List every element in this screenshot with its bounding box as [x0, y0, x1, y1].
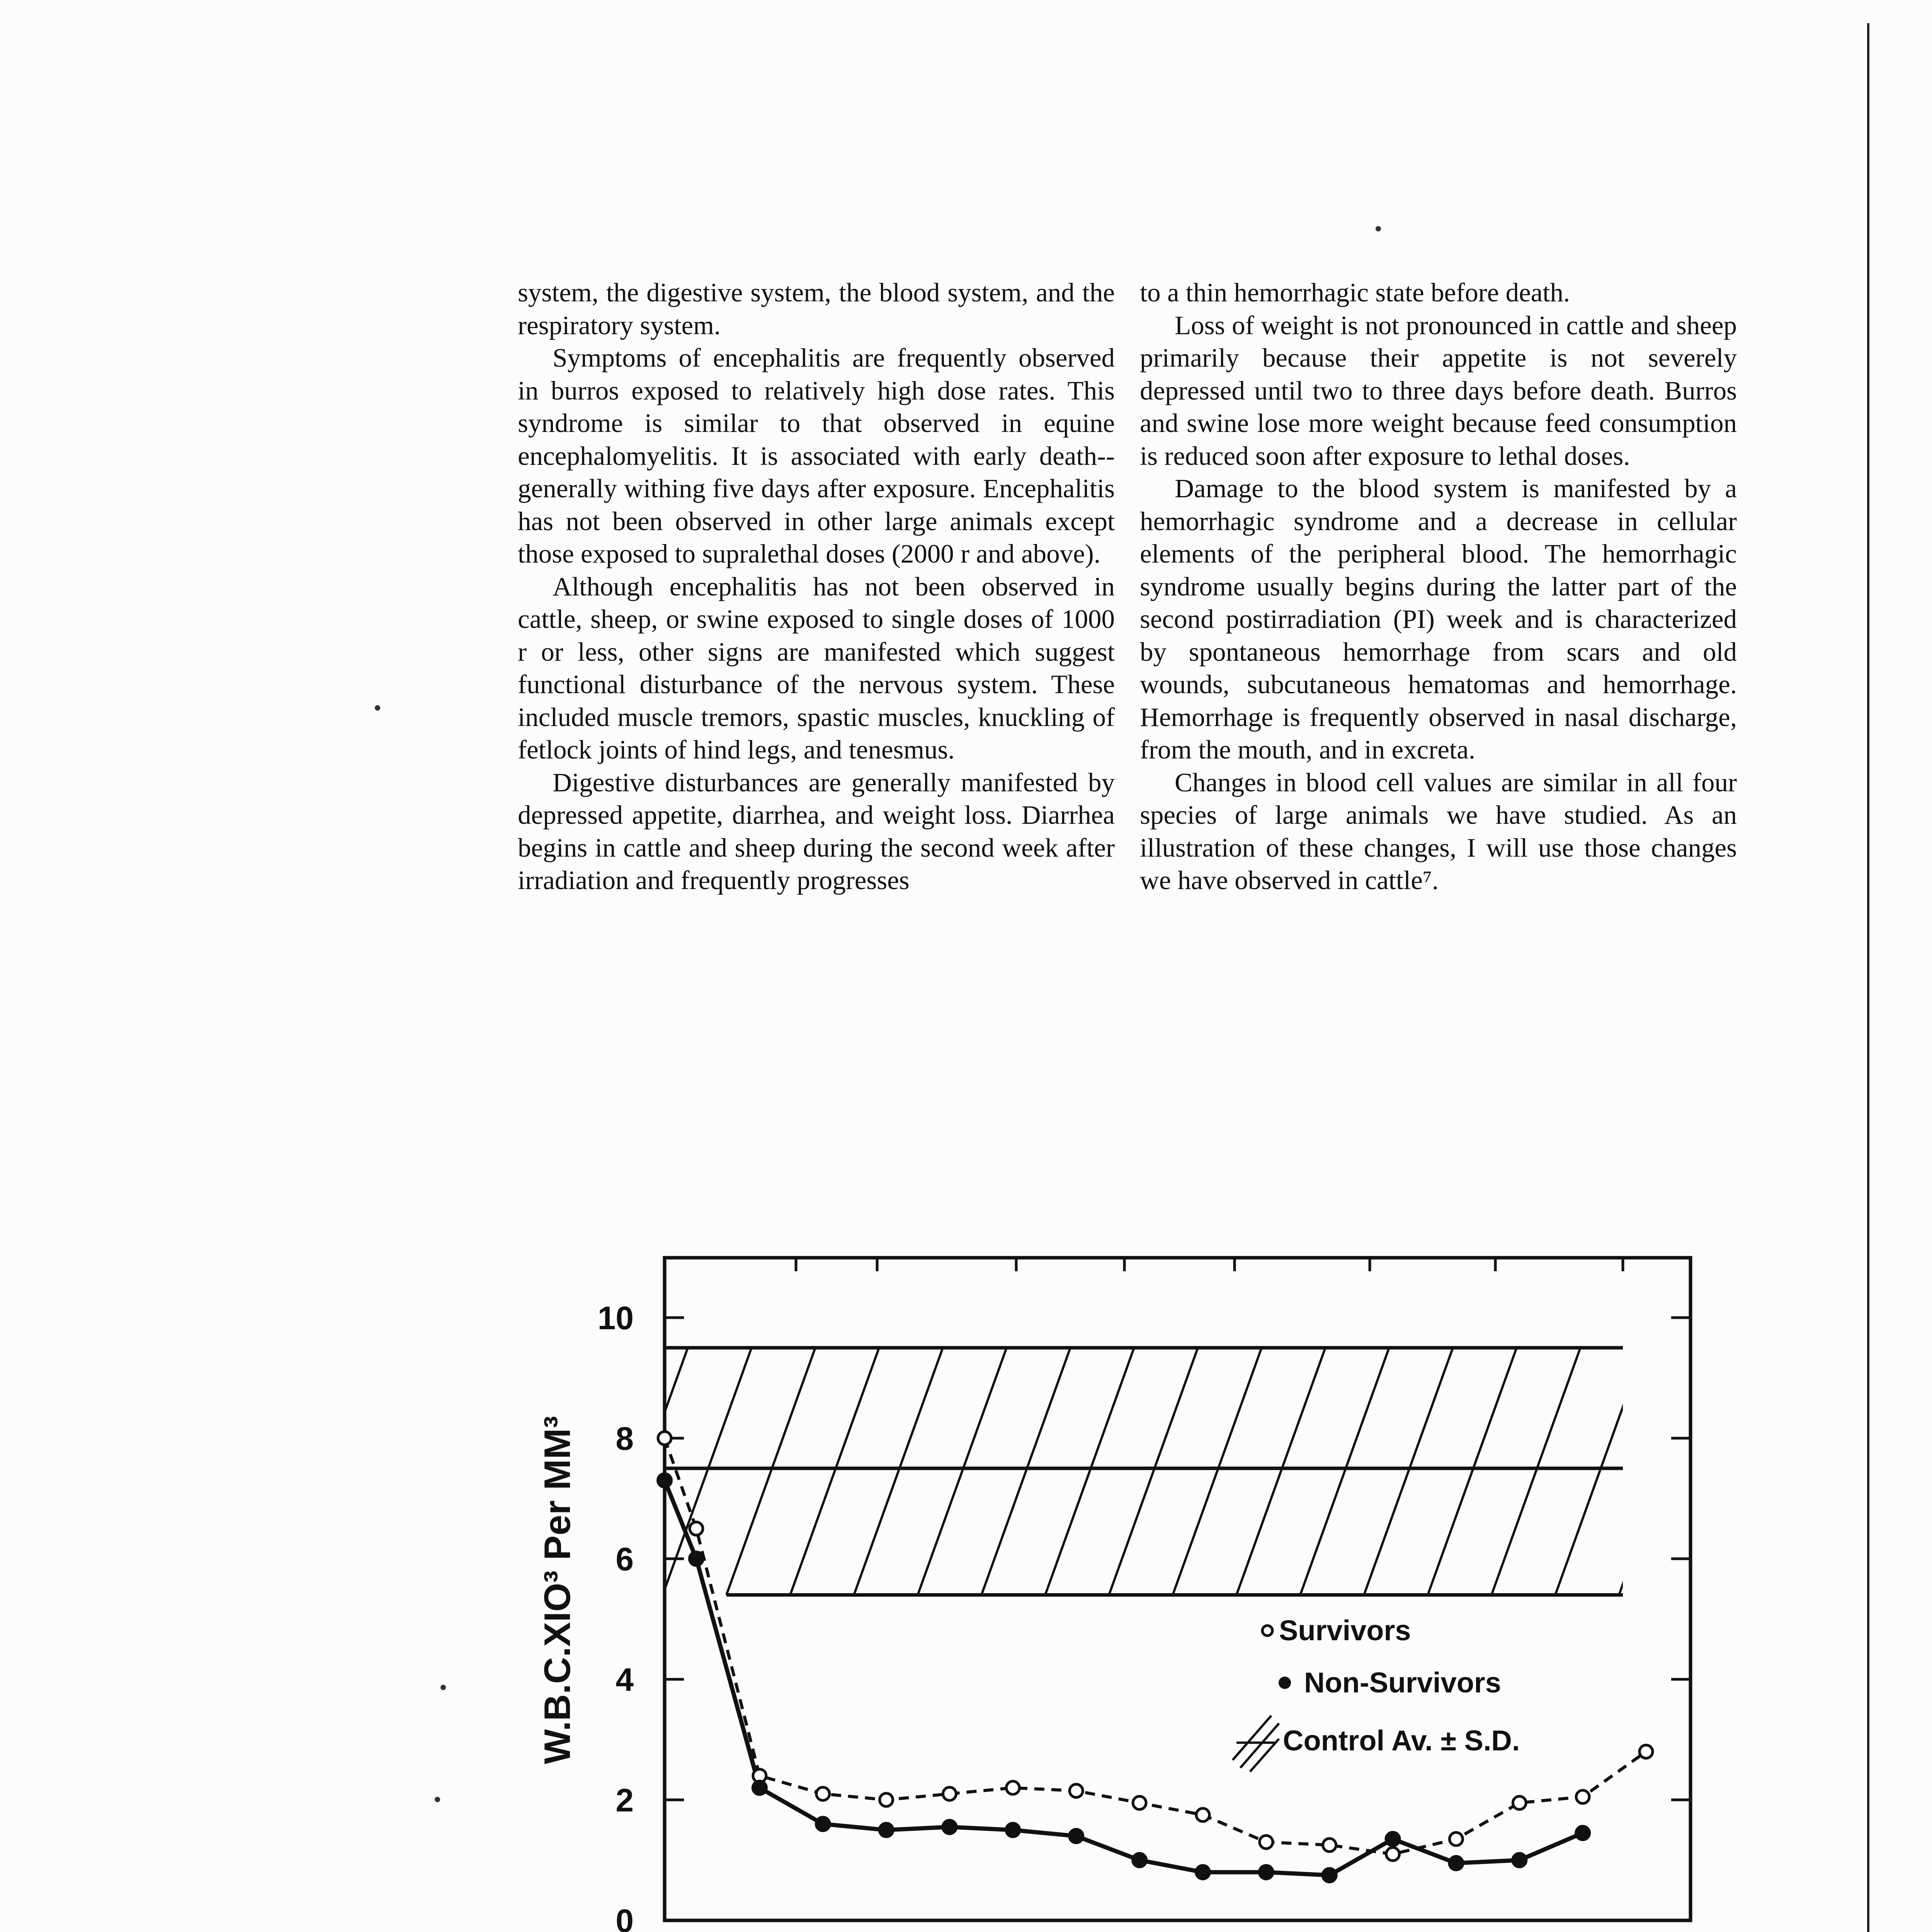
hatch-line	[1236, 1348, 1325, 1595]
paragraph: Although encephalitis has not been observed in cattle, sheep, or swine exposed to single doses of 1000 r or less, other signs are manifested which suggest functional disturbance of the nervous system. These included muscle tremors, spastic muscles, knuckling of fetlock joints of hind legs, and tenesmus.	[518, 571, 1115, 764]
survivors-point	[1639, 1745, 1653, 1758]
hatch-line	[1492, 1348, 1580, 1595]
legend-control: Control Av. ± S.D.	[1283, 1725, 1520, 1757]
survivors-point	[943, 1787, 956, 1800]
legend	[1233, 1614, 1520, 1772]
control-band-hatch	[535, 1348, 1899, 1595]
hatch-line	[981, 1348, 1070, 1595]
paragraph: Symptoms of encephalitis are frequently observed in burros exposed to relatively high dose rates. This syndrome is similar to that observed in equine encephalomyelitis. It is associated with early death--generally withing five days after exposure. Encephalitis has not been observed in other large animals except those exposed to supralethal doses (2000 r and above).	[518, 343, 1115, 568]
paragraph: Changes in blood cell values are similar in all four species of large animals we have studied. As an illustration of these changes, I will use those changes we have observed in cattle⁷.	[1140, 767, 1737, 895]
hatch-line	[918, 1348, 1007, 1595]
survivors-point	[1576, 1790, 1589, 1803]
non-survivors-point	[1196, 1865, 1210, 1879]
legend-filled-circle	[1279, 1677, 1291, 1689]
hatch-line	[1173, 1348, 1262, 1595]
non-survivors-point	[1132, 1853, 1147, 1867]
survivors-point	[1449, 1832, 1463, 1845]
non-survivors-point	[1575, 1826, 1590, 1840]
control-band-lines	[665, 1348, 1623, 1595]
legend-survivors: Survivors	[1279, 1614, 1411, 1646]
hatch-line	[1747, 1348, 1835, 1595]
non-survivors-point	[879, 1823, 894, 1837]
y-tick-label: 10	[597, 1300, 634, 1336]
hatch-line	[1810, 1348, 1899, 1595]
survivors-point	[1133, 1796, 1146, 1810]
survivors-point	[1513, 1796, 1526, 1810]
non-survivors-point	[942, 1820, 957, 1834]
y-tick-label: 0	[616, 1903, 634, 1932]
y-tick-label: 6	[616, 1541, 634, 1577]
survivors-point	[880, 1793, 893, 1806]
hatch-line	[1364, 1348, 1453, 1595]
non-survivors-point	[1449, 1856, 1463, 1871]
survivors-point	[1386, 1847, 1400, 1861]
non-survivors-point	[816, 1816, 830, 1831]
hatch-line	[854, 1348, 943, 1595]
paragraph: Loss of weight is not pronounced in cattle and sheep primarily because their appetite is not severely depressed until two to three days before death. Burros and swine lose more weight because feed consumption is reduced soon after exposure to lethal doses.	[1140, 310, 1737, 471]
series-lines	[665, 1438, 1646, 1875]
hatch-line	[1683, 1348, 1772, 1595]
hatch-line	[1109, 1348, 1198, 1595]
non-survivors-point	[689, 1551, 704, 1566]
non-survivors-point	[1259, 1865, 1274, 1879]
hatch-line	[1045, 1348, 1134, 1595]
hatch-line	[1555, 1348, 1644, 1595]
survivors-point	[1006, 1781, 1019, 1794]
paragraph: to a thin hemorrhagic state before death.	[1140, 278, 1570, 307]
non-survivors-point	[1512, 1853, 1527, 1867]
survivors-point	[1196, 1808, 1209, 1821]
non-survivors-point	[1322, 1868, 1337, 1883]
y-tick-label: 2	[616, 1782, 634, 1818]
legend-open-circle	[1262, 1626, 1272, 1636]
hatch-line	[1619, 1348, 1708, 1595]
y-tick-label: 8	[616, 1420, 634, 1457]
survivors-point	[1070, 1784, 1083, 1798]
paragraph: Damage to the blood system is manifested by a hemorrhagic syndrome and a decrease in cellular elements of the peripheral blood. The hemorrhagic syndrome usually begins during the latter part of the second postirradiation (PI) week and is characterized by spontaneous hemorrhage from scars and old wounds, subcutaneous hematomas and hemorrhage. Hemorrhage is frequently observed in nasal discharge, from the mouth, and in excreta.	[1140, 474, 1737, 764]
survivors-point	[816, 1787, 830, 1800]
paragraph: system, the digestive system, the blood system, and the respiratory system.	[518, 278, 1115, 340]
legend-hatch-swatch	[1233, 1716, 1279, 1772]
survivors-point	[1260, 1835, 1273, 1849]
non-survivors-point	[1386, 1832, 1400, 1846]
non-survivors-point	[752, 1781, 767, 1795]
hatch-line	[790, 1348, 879, 1595]
survivors-point	[690, 1522, 703, 1535]
hatch-line	[1300, 1348, 1389, 1595]
y-axis-label: W.B.C.XIO³ Per MM³	[537, 1416, 578, 1764]
non-survivors-point	[1069, 1829, 1083, 1844]
survivors-point	[658, 1432, 671, 1445]
tick-labels	[598, 1300, 1664, 1932]
non-survivors-point	[657, 1473, 672, 1488]
y-tick-label: 4	[616, 1662, 634, 1698]
paragraph: Digestive disturbances are generally manifested by depressed appetite, diarrhea, and weight loss. Diarrhea begins in cattle and sheep during the second week after irradiation and frequently progresses	[518, 767, 1115, 895]
survivors-line	[665, 1438, 1646, 1854]
survivors-point	[1323, 1838, 1336, 1852]
hatch-line	[726, 1348, 815, 1595]
non-survivors-point	[1005, 1823, 1020, 1837]
hatch-line	[1428, 1348, 1517, 1595]
legend-non-survivors: Non-Survivors	[1304, 1667, 1501, 1699]
